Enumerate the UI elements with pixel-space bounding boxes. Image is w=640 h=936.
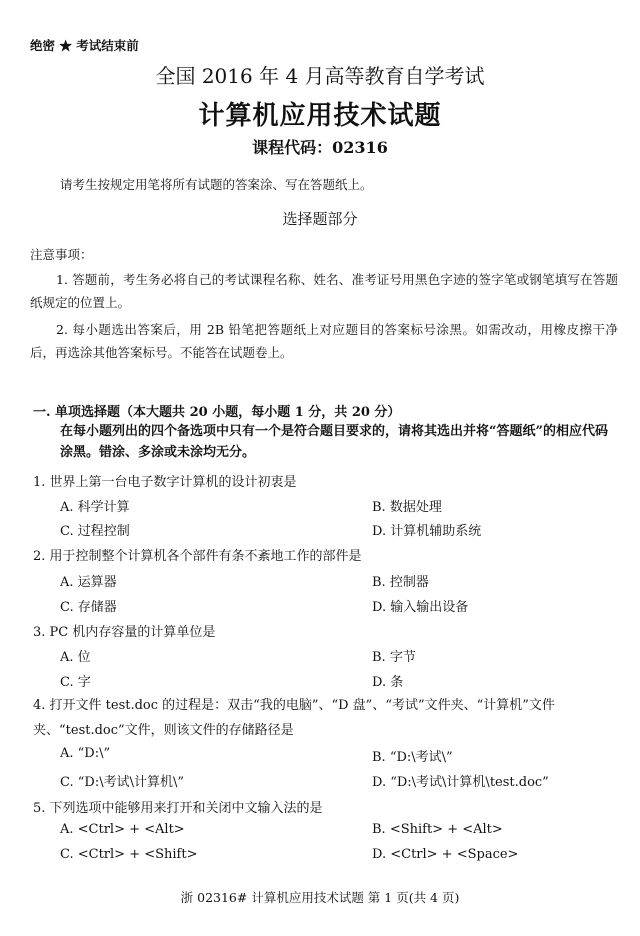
question-option: C. 字: [60, 675, 91, 690]
question-option: A. “D:\”: [60, 746, 111, 761]
question-option: D. “D:\考试\计算机\test.doc”: [372, 775, 549, 790]
question-option: C. 过程控制: [60, 524, 130, 539]
question-option: A. 科学计算: [60, 500, 130, 515]
question-option: C. “D:\考试\计算机\”: [60, 775, 184, 790]
exam-title: 全国 2016 年 4 月高等教育自学考试: [155, 64, 485, 88]
question-option: C. <Ctrl> + <Shift>: [60, 847, 198, 862]
question-option: D. 输入输出设备: [372, 600, 469, 615]
question-text: 4. 打开文件 test.doc 的过程是：双击“我的电脑”、“D 盘”、“考试”文件夹、“计算机”文件夹、“test.doc”文件，则该文件的存储路径是: [33, 698, 555, 738]
question-text: 5. 下列选项中能够用来打开和关闭中文输入法的是: [33, 801, 323, 816]
question-text: 2. 用于控制整个计算机各个部件有条不紊地工作的部件是: [33, 549, 362, 564]
question-option: B. <Shift> + <Alt>: [372, 822, 503, 837]
page-title: 计算机应用技术试题: [198, 101, 442, 131]
question-option: B. “D:\考试\”: [372, 750, 453, 765]
question-option: D. 计算机辅助系统: [372, 524, 482, 539]
part-instruction: 在每小题列出的四个备选项中只有一个是符合题目要求的，请将其选出并将“答题纸”的相应代码涂黑。错涂、多涂或未涂均无分。: [60, 424, 608, 460]
notes-heading: 注意事项：: [30, 247, 93, 262]
part-heading: 一. 单项选择题（本大题共 20 小题，每小题 1 分，共 20 分）: [33, 405, 401, 420]
confidential-label: 绝密 ★ 考试结束前: [30, 38, 139, 53]
page-footer: 浙 02316# 计算机应用技术试题 第 1 页(共 4 页): [180, 890, 460, 905]
course-code: 课程代码：02316: [252, 138, 388, 157]
section-title: 选择题部分: [282, 210, 358, 228]
question-option: A. 运算器: [60, 575, 117, 590]
note-item: 1. 答题前，考生务必将自己的考试课程名称、姓名、准考证号用黑色字迹的签字笔或钢笔填写在答题纸规定的位置上。: [30, 272, 618, 310]
question-option: B. 字节: [372, 650, 416, 665]
question-option: D. 条: [372, 675, 404, 690]
question-option: C. 存储器: [60, 600, 117, 615]
question-option: B. 数据处理: [372, 500, 442, 515]
question-option: A. <Ctrl> + <Alt>: [60, 822, 185, 837]
note-item: 2. 每小题选出答案后，用 2B 铅笔把答题纸上对应题目的答案标号涂黑。如需改动，用橡皮擦干净后，再选涂其他答案标号。不能答在试题卷上。: [30, 322, 618, 360]
answer-instruction: 请考生按规定用笔将所有试题的答案涂、写在答题纸上。: [60, 177, 373, 192]
question-option: D. <Ctrl> + <Space>: [372, 847, 519, 862]
question-option: B. 控制器: [372, 575, 429, 590]
question-text: 3. PC 机内存容量的计算单位是: [33, 625, 216, 640]
question-text: 1. 世界上第一台电子数字计算机的设计初衷是: [33, 475, 297, 490]
question-option: A. 位: [60, 650, 91, 665]
